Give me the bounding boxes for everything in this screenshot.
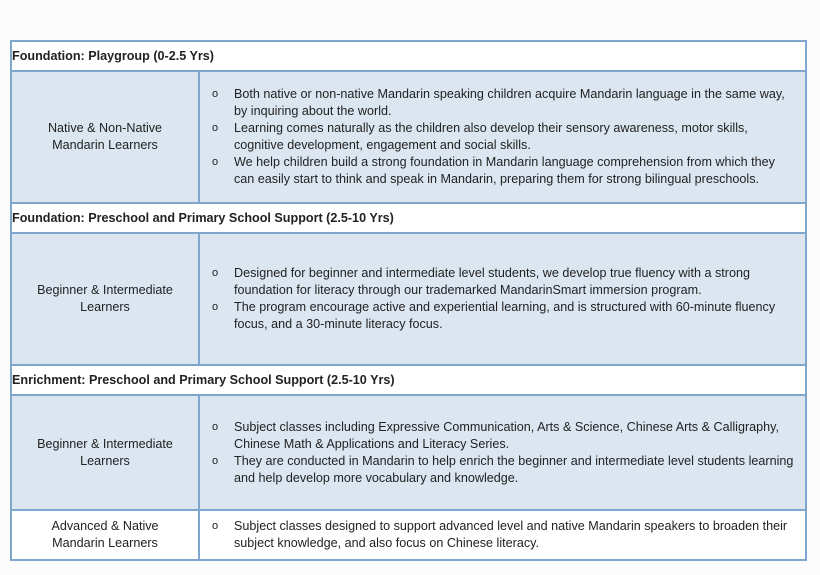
bullet-text: They are conducted in Mandarin to help enrich the beginner and intermediate level students learning and help develop more vocabulary and knowledge. — [234, 453, 794, 485]
bullet-item — [212, 419, 797, 453]
description-cell — [199, 71, 806, 203]
bullet-text: Learning comes naturally as the children also develop their sensory awareness, motor skills, cognitive development, engagement and social skills. — [234, 121, 748, 152]
learner-label: Native & Non-Native Mandarin Learners — [47, 121, 163, 152]
learner-label-cell — [11, 233, 199, 365]
description-cell — [199, 510, 806, 560]
bullet-text: The program encourage active and experiential learning, and is structured with 60-minute fluency focus, and a 30-minute literacy focus. — [234, 300, 776, 331]
section-title: Foundation: Preschool and Primary School Support (2.5-10 Yrs) — [11, 203, 806, 233]
bullet-text: Subject classes designed to support advanced level and native Mandarin speakers to broaden their subject knowledge, and also focus on Chinese literacy. — [234, 519, 788, 550]
bullet-item — [212, 518, 797, 552]
section-title: Foundation: Playgroup (0-2.5 Yrs) — [11, 41, 806, 71]
bullet-text: Both native or non-native Mandarin speaking children acquire Mandarin language in the same way, by inquiring about the world. — [234, 87, 785, 118]
bullet-item — [212, 299, 797, 333]
bullet-text: We help children build a strong foundation in Mandarin language comprehension from which they can easily start to think and speak in Mandarin, preparing them for strong bilingual preschools. — [234, 155, 775, 186]
bullet-marker: o — [212, 122, 219, 134]
bullet-text: Designed for beginner and intermediate level students, we develop true fluency with a strong foundation for literacy through our trademarked MandarinSmart immersion program. — [234, 266, 750, 297]
description-cell — [199, 233, 806, 365]
bullet-list — [200, 518, 805, 552]
bullet-list — [200, 86, 805, 188]
bullet-item — [212, 265, 797, 299]
bullet-item — [212, 453, 797, 487]
learner-label-cell — [11, 395, 199, 510]
program-row — [11, 233, 806, 365]
bullet-marker: o — [212, 156, 219, 168]
bullet-item — [212, 86, 797, 120]
bullet-marker: o — [212, 267, 219, 279]
program-table — [10, 40, 807, 561]
learner-label-cell — [11, 71, 199, 203]
bullet-text: Subject classes including Expressive Communication, Arts & Science, Chinese Arts & Calligraphy, Chinese Math & Applications and Literacy Series. — [234, 419, 780, 451]
section-header-row — [11, 203, 806, 233]
section-header-row — [11, 41, 806, 71]
bullet-marker: o — [212, 420, 219, 433]
bullet-item — [212, 120, 797, 154]
program-row — [11, 71, 806, 203]
learner-label: Beginner & Intermediate Learners — [37, 436, 173, 468]
bullet-list — [200, 265, 805, 333]
bullet-item — [212, 154, 797, 188]
bullet-list — [200, 419, 805, 487]
learner-label: Beginner & Intermediate Learners — [37, 283, 173, 314]
bullet-marker: o — [212, 520, 219, 532]
program-row — [11, 395, 806, 510]
section-header-row — [11, 365, 806, 395]
description-cell — [199, 395, 806, 510]
program-table-body — [11, 41, 806, 560]
learner-label-cell — [11, 510, 199, 560]
learner-label: Advanced & Native Mandarin Learners — [51, 519, 159, 550]
program-row — [11, 510, 806, 560]
bullet-marker: o — [212, 301, 219, 313]
bullet-marker: o — [212, 454, 219, 467]
section-title: Enrichment: Preschool and Primary School Support (2.5-10 Yrs) — [11, 365, 806, 395]
bullet-marker: o — [212, 88, 219, 100]
